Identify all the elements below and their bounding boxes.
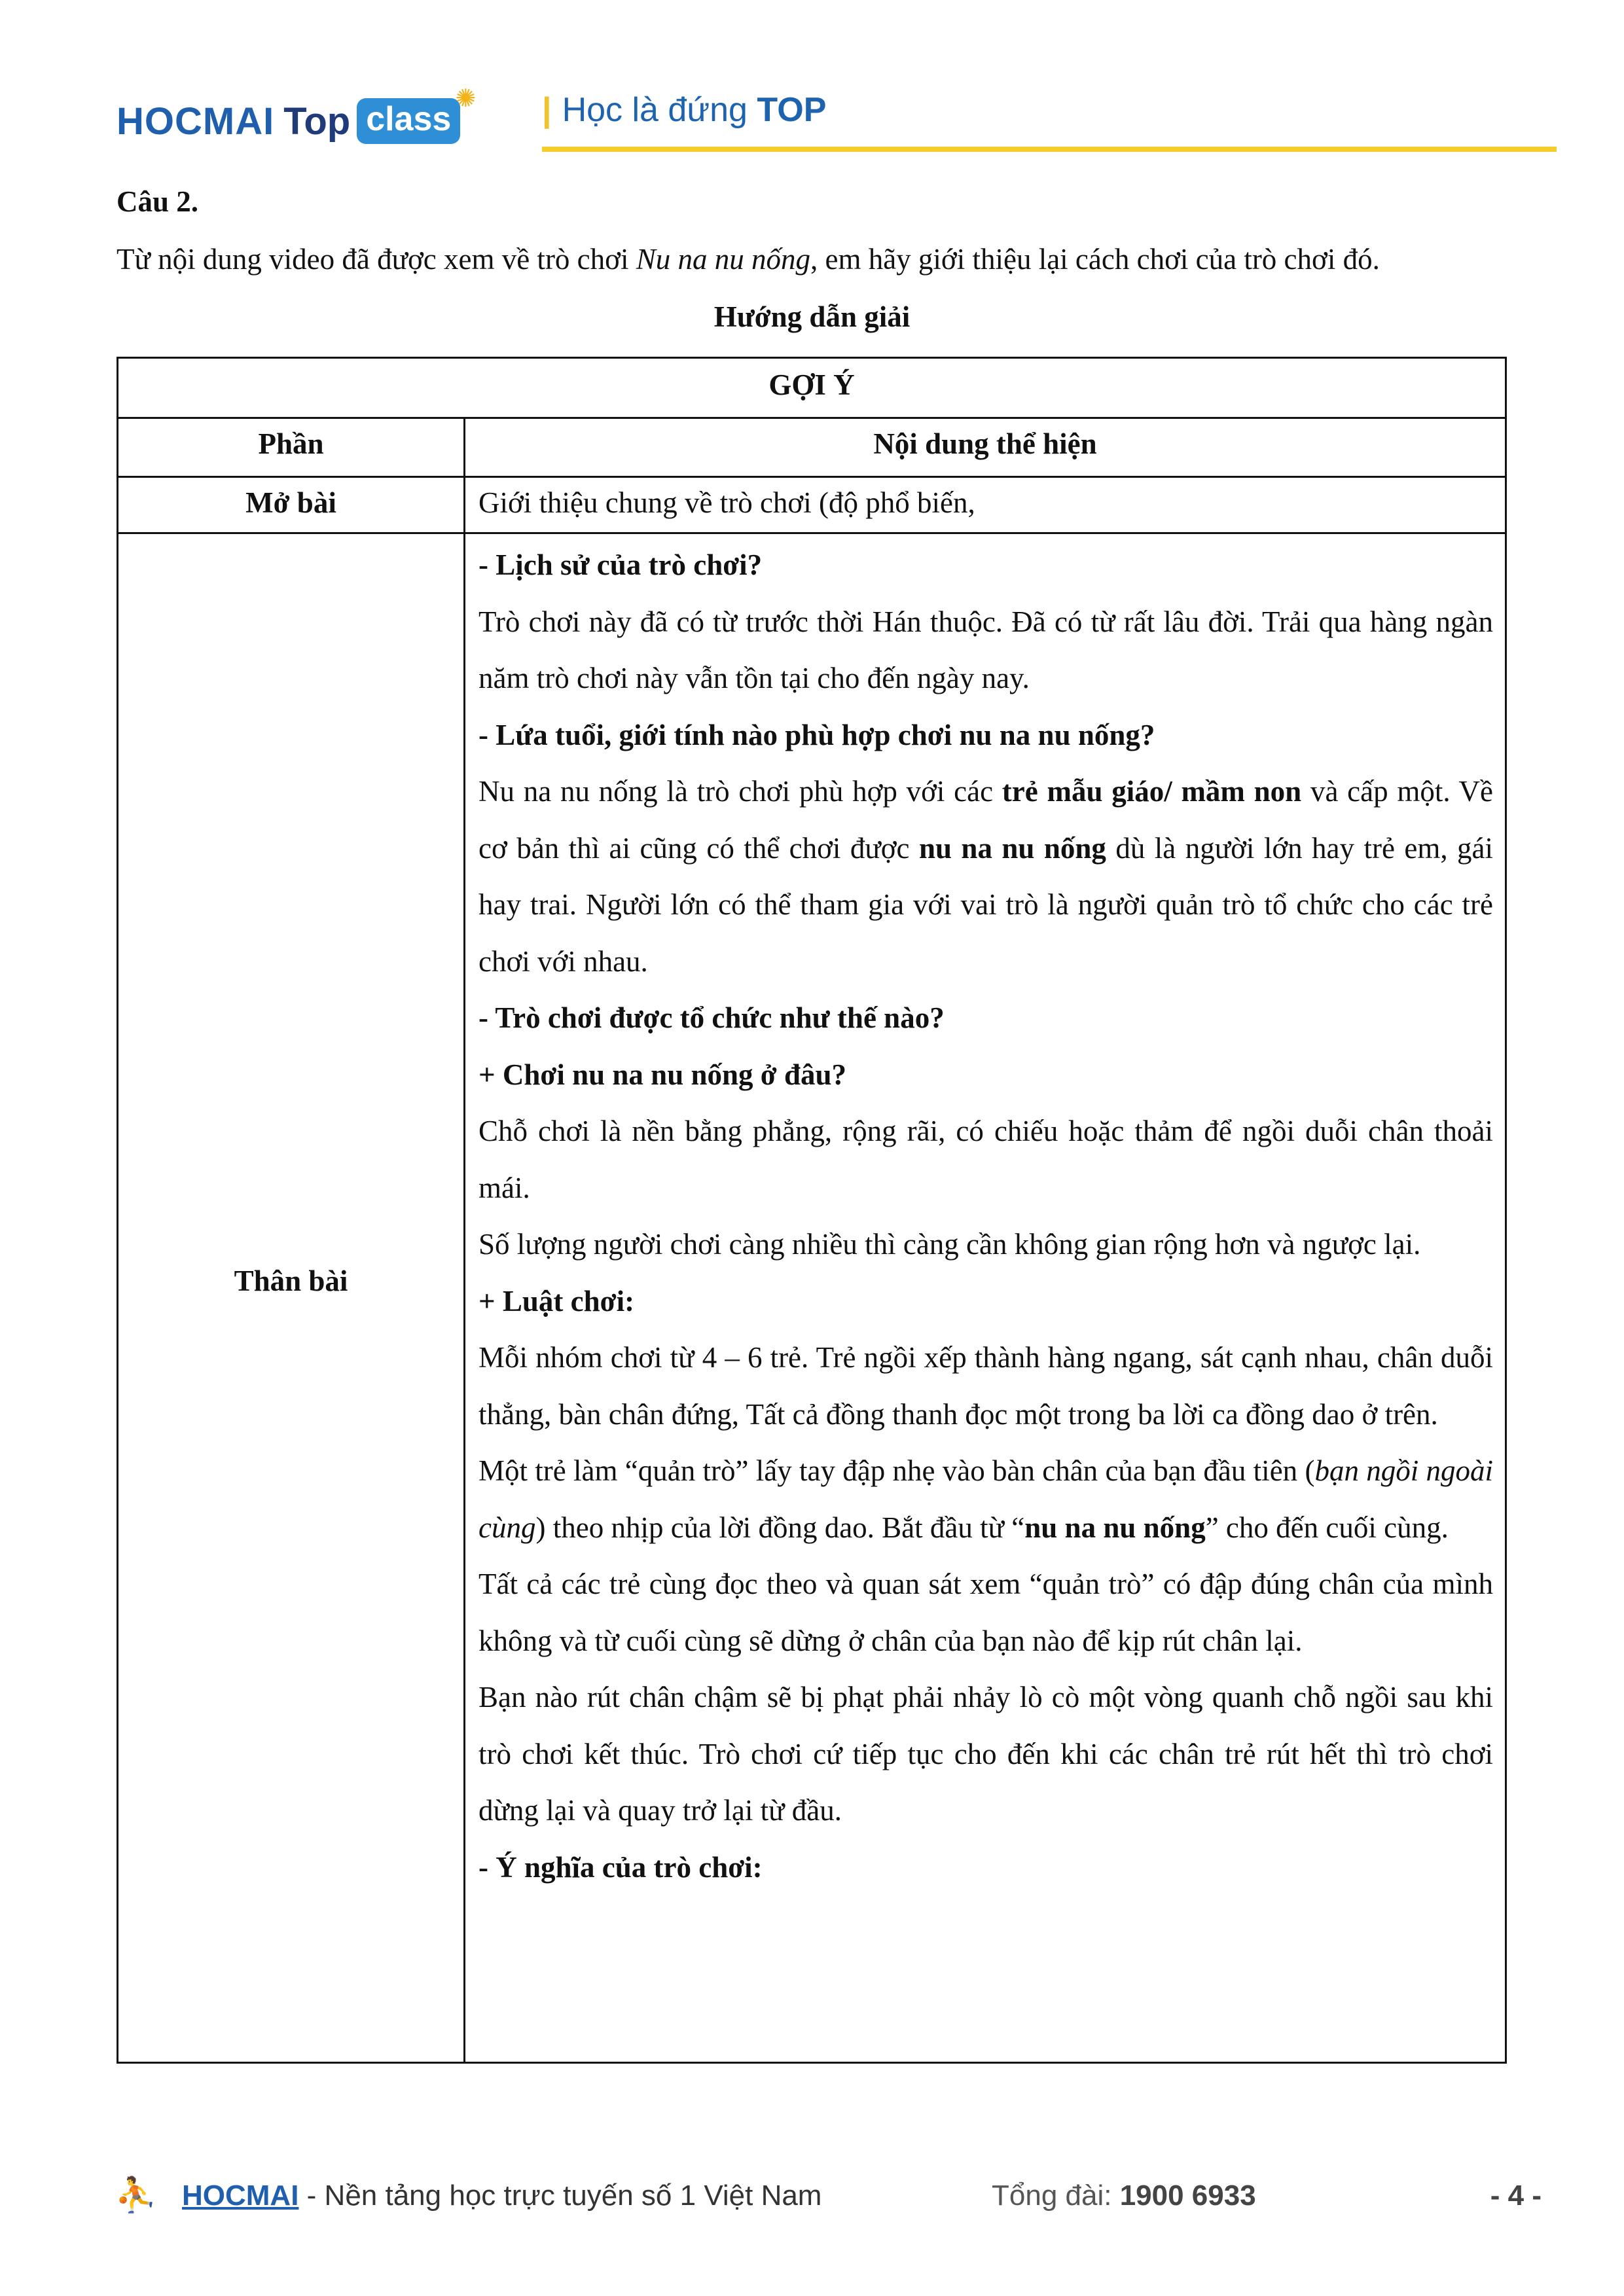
page-header [117,77,1557,156]
text-run: dù là người lớn hay trẻ em, gái hay trai. Người lớn có thể tham gia với vai trò là người quản trò tổ chức cho các trẻ chơi với nhau. [478,831,1493,978]
bold-text: trẻ mẫu giáo/ mầm non [1001,775,1302,808]
body-part-label: Thân bài [234,1265,348,1297]
sub-heading: + Chơi nu na nu nống ở đâu? [478,1058,846,1091]
question-game-name: Nu na nu nống [636,243,810,276]
solution-title: Hướng dẫn giải [713,300,911,333]
text-run: Nu na nu nống là trò chơi phù hợp với các [478,775,1002,808]
text-run: ) theo nhịp của lời đồng dao. Bắt đầu từ “ [535,1511,1025,1544]
body-content [478,537,1493,1895]
tagline-highlight: TOP [757,91,827,129]
tagline-divider: | [542,91,552,129]
column-header-part: Phần [258,427,324,460]
footer-slogan [182,2179,821,2212]
logo-class-badge [357,84,477,144]
column-header-content: Nội dung thể hiện [873,427,1097,460]
table-row-divider [118,476,1505,478]
header-underline [542,147,1557,152]
suggestion-table [117,357,1507,2064]
paragraph: Trò chơi này đã có từ trước thời Hán thuộc. Đã có từ rất lâu đời. Trải qua hàng ngàn năm trò chơi này vẫn tồn tại cho đến ngày nay. [478,605,1493,694]
question-title: Câu 2. [117,185,199,218]
logo-class-text: class [366,100,452,138]
table-row-divider [118,532,1505,534]
hocmai-mini-logo-icon: ⛹ [115,2176,157,2215]
paragraph: Chỗ chơi là nền bằng phẳng, rộng rãi, có chiếu hoặc thảm để ngồi duỗi chân thoải mái. [478,1115,1493,1204]
bold-text: nu na nu nống [1024,1511,1206,1544]
question-text-before: Từ nội dung video đã được xem về trò chơi [117,243,636,276]
text-run: Một trẻ làm “quản trò” lấy tay đập nhẹ vào bàn chân của bạn đầu tiên ( [478,1454,1315,1487]
italic-text: bạn ngồi ngoài cùng [478,1454,1493,1544]
paragraph: Bạn nào rút chân chậm sẽ bị phạt phải nhảy lò cò một vòng quanh chỗ ngồi sau khi trò chơi kết thúc. Trò chơi cứ tiếp tục cho đến khi các chân trẻ rút hết thì trò chơi dừng lại và quay trở lại từ đầu. [478,1681,1493,1827]
table-row-divider [118,417,1505,419]
header-tagline [542,90,826,130]
section-heading: - Lứa tuổi, giới tính nào phù hợp chơi nu na nu nống? [478,718,1155,751]
paragraph: Số lượng người chơi càng nhiều thì càng cần không gian rộng hơn và ngược lại. [478,1228,1421,1261]
section-heading: - Lịch sử của trò chơi? [478,548,763,581]
logo-top-text: Top [283,99,351,143]
table-caption: GỢI Ý [768,368,855,401]
section-heading: - Trò chơi được tổ chức như thế nào? [478,1001,945,1034]
footer-brand-link[interactable]: HOCMAI [182,2179,299,2212]
intro-content: Giới thiệu chung về trò chơi (độ phổ biến, [478,486,975,519]
sub-heading: + Luật chơi: [478,1284,635,1318]
hotline-number: 1900 6933 [1119,2179,1256,2212]
table-column-divider [463,417,465,2062]
intro-part-label: Mở bài [245,486,336,519]
paragraph: Tất cả các trẻ cùng đọc theo và quan sát xem “quản trò” có đập đúng chân của mình không và từ cuối cùng sẽ dừng ở chân của bạn nào để kịp rút chân lại. [478,1568,1493,1657]
paragraph [478,763,1493,990]
footer-slogan-text: - Nền tảng học trực tuyến số 1 Việt Nam [298,2179,822,2212]
paragraph: Mỗi nhóm chơi từ 4 – 6 trẻ. Trẻ ngồi xếp thành hàng ngang, sát cạnh nhau, chân duỗi thẳng, bàn chân đứng, Tất cả đồng thanh đọc một trong ba lời ca đồng dao ở trên. [478,1341,1493,1431]
hocmai-topclass-logo [117,84,477,151]
footer-hotline [992,2179,1256,2212]
page-number: - 4 - [1490,2179,1542,2212]
text-run: và cấp một. Về cơ bản thì ai cũng có thể chơi được [478,775,1493,865]
text-run: ” cho đến cuối cùng. [1205,1511,1449,1544]
logo-hocmai-text: HOCMAI [117,99,275,143]
question-text [117,242,1524,276]
sun-icon: ✺ [455,84,477,113]
paragraph [478,1443,1493,1556]
hotline-label: Tổng đài: [992,2179,1120,2212]
tagline-prefix: Học là đứng [562,91,757,129]
bold-text: nu na nu nống [918,831,1106,865]
question-text-after: , em hãy giới thiệu lại cách chơi của trò chơi đó. [810,243,1380,276]
page-footer [115,2173,1542,2232]
section-heading: - Ý nghĩa của trò chơi: [478,1850,763,1884]
